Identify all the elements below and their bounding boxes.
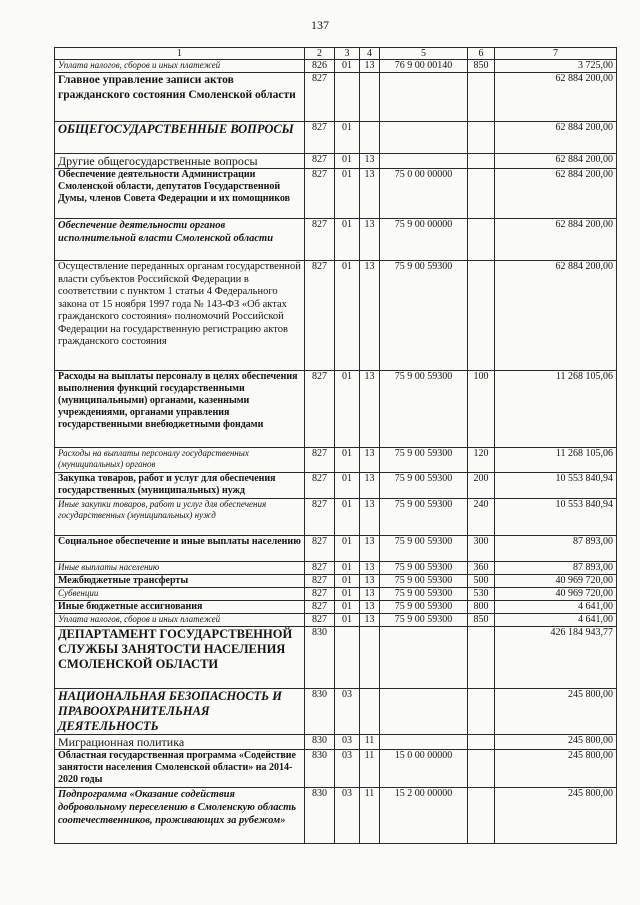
admin-code-cell: 830 [305,750,335,788]
table-row [55,536,617,562]
admin-code-cell: 827 [305,562,335,575]
admin-code-cell: 827 [305,499,335,536]
amount-cell: 3 725,00 [495,60,617,73]
amount-cell: 10 553 840,94 [495,499,617,536]
table-row [55,261,617,371]
target-article-cell: 75 9 00 59300 [380,448,468,473]
admin-code-cell: 830 [305,689,335,735]
admin-code-cell: 827 [305,448,335,473]
row-name-cell: Расходы на выплаты персоналу в целях обеспечения выполнения функций государственными (муниципальными) органами, казенными учреждениями, органами управления государственными внебюджетными фондами [55,371,305,448]
amount-cell: 245 800,00 [495,788,617,844]
row-name-cell: Другие общегосударственные вопросы [55,154,305,169]
subsection-cell [360,73,380,122]
target-article-cell [380,735,468,750]
admin-code-cell: 827 [305,219,335,261]
row-name-cell: Обеспечение деятельности Администрации Смоленской области, депутатов Государственной Думы, членов Совета Федерации и их помощников [55,169,305,219]
target-article-cell: 75 9 00 59300 [380,575,468,588]
section-cell [335,627,360,689]
section-cell: 01 [335,122,360,154]
target-article-cell [380,154,468,169]
table-row [55,562,617,575]
section-cell: 01 [335,536,360,562]
table-row [55,601,617,614]
amount-cell: 62 884 200,00 [495,154,617,169]
section-cell: 01 [335,499,360,536]
subsection-cell: 13 [360,614,380,627]
amount-cell: 245 800,00 [495,689,617,735]
amount-cell: 426 184 943,77 [495,627,617,689]
table-row [55,614,617,627]
admin-code-cell: 830 [305,735,335,750]
table-row [55,627,617,689]
subsection-cell [360,627,380,689]
table-row [55,448,617,473]
target-article-cell: 75 9 00 59300 [380,371,468,448]
section-cell: 01 [335,371,360,448]
admin-code-cell: 827 [305,575,335,588]
target-article-cell [380,627,468,689]
subsection-cell: 13 [360,261,380,371]
subsection-cell [360,689,380,735]
row-name-cell: Социальное обеспечение и иные выплаты населению [55,536,305,562]
subsection-cell: 13 [360,448,380,473]
section-cell: 01 [335,154,360,169]
expense-type-cell [468,122,495,154]
table-header-row [55,48,617,60]
amount-cell: 11 268 105,06 [495,448,617,473]
table-row [55,371,617,448]
table-row [55,735,617,750]
target-article-cell: 75 9 00 00000 [380,219,468,261]
admin-code-cell: 827 [305,73,335,122]
target-article-cell: 15 0 00 00000 [380,750,468,788]
admin-code-cell: 826 [305,60,335,73]
expense-type-cell [468,788,495,844]
expense-type-cell [468,627,495,689]
row-name-cell: Осуществление переданных органам государственной власти субъектов Российской Федерации в соответствии с пунктом 1 статьи 4 Федерального закона от 15 ноября 1997 года № 143-ФЗ «Об актах гражданского состояния» полномочий Российской Федерации на государственную регистрацию актов гражданского состояния [55,261,305,371]
target-article-cell: 75 9 00 59300 [380,261,468,371]
amount-cell: 4 641,00 [495,614,617,627]
section-cell: 03 [335,735,360,750]
amount-cell: 245 800,00 [495,750,617,788]
subsection-cell: 13 [360,219,380,261]
table-row [55,575,617,588]
table-row [55,169,617,219]
row-name-cell: Иные выплаты населению [55,562,305,575]
table-row [55,73,617,122]
section-cell: 03 [335,689,360,735]
admin-code-cell: 827 [305,169,335,219]
target-article-cell: 75 0 00 00000 [380,169,468,219]
row-name-cell: Расходы на выплаты персоналу государственных (муниципальных) органов [55,448,305,473]
amount-cell: 62 884 200,00 [495,261,617,371]
section-cell: 03 [335,750,360,788]
table-row [55,473,617,499]
admin-code-cell: 827 [305,614,335,627]
row-name-cell: Главное управление записи актов гражданского состояния Смоленской области [55,73,305,122]
section-cell: 01 [335,261,360,371]
table-row [55,788,617,844]
header-cell: 2 [305,48,335,60]
subsection-cell [360,122,380,154]
subsection-cell: 13 [360,601,380,614]
target-article-cell [380,689,468,735]
expense-type-cell: 300 [468,536,495,562]
admin-code-cell: 827 [305,154,335,169]
page-number: 137 [311,18,329,32]
subsection-cell: 13 [360,60,380,73]
expense-type-cell [468,219,495,261]
subsection-cell: 13 [360,473,380,499]
table-row [55,154,617,169]
amount-cell: 4 641,00 [495,601,617,614]
row-name-cell: ДЕПАРТАМЕНТ ГОСУДАРСТВЕННОЙ СЛУЖБЫ ЗАНЯТОСТИ НАСЕЛЕНИЯ СМОЛЕНСКОЙ ОБЛАСТИ [55,627,305,689]
row-name-cell: Миграционная политика [55,735,305,750]
target-article-cell: 75 9 00 59300 [380,473,468,499]
subsection-cell: 13 [360,169,380,219]
subsection-cell: 11 [360,735,380,750]
amount-cell: 62 884 200,00 [495,122,617,154]
row-name-cell: Обеспечение деятельности органов исполнительной власти Смоленской области [55,219,305,261]
target-article-cell [380,122,468,154]
expense-type-cell [468,735,495,750]
header-cell: 5 [380,48,468,60]
header-cell: 6 [468,48,495,60]
subsection-cell: 13 [360,575,380,588]
section-cell: 01 [335,219,360,261]
section-cell: 01 [335,448,360,473]
amount-cell: 10 553 840,94 [495,473,617,499]
expense-type-cell [468,261,495,371]
row-name-cell: НАЦИОНАЛЬНАЯ БЕЗОПАСНОСТЬ И ПРАВООХРАНИТЕЛЬНАЯ ДЕЯТЕЛЬНОСТЬ [55,689,305,735]
admin-code-cell: 827 [305,261,335,371]
amount-cell: 11 268 105,06 [495,371,617,448]
header-cell: 4 [360,48,380,60]
expense-type-cell [468,689,495,735]
table-row [55,60,617,73]
section-cell [335,73,360,122]
expense-type-cell [468,154,495,169]
amount-cell: 87 893,00 [495,562,617,575]
target-article-cell: 15 2 00 00000 [380,788,468,844]
expense-type-cell: 850 [468,614,495,627]
admin-code-cell: 830 [305,627,335,689]
row-name-cell: Закупка товаров, работ и услуг для обеспечения государственных (муниципальных) нужд [55,473,305,499]
table-row [55,750,617,788]
section-cell: 01 [335,473,360,499]
section-cell: 03 [335,788,360,844]
row-name-cell: Иные бюджетные ассигнования [55,601,305,614]
admin-code-cell: 827 [305,122,335,154]
expense-type-cell: 100 [468,371,495,448]
target-article-cell: 75 9 00 59300 [380,536,468,562]
target-article-cell: 75 9 00 59300 [380,562,468,575]
expense-type-cell: 200 [468,473,495,499]
target-article-cell: 75 9 00 59300 [380,601,468,614]
expense-type-cell: 120 [468,448,495,473]
table-row [55,689,617,735]
admin-code-cell: 827 [305,601,335,614]
subsection-cell: 11 [360,750,380,788]
expense-type-cell [468,750,495,788]
section-cell: 01 [335,601,360,614]
amount-cell: 62 884 200,00 [495,219,617,261]
target-article-cell [380,73,468,122]
section-cell: 01 [335,60,360,73]
header-cell: 7 [495,48,617,60]
section-cell: 01 [335,588,360,601]
target-article-cell: 75 9 00 59300 [380,499,468,536]
subsection-cell: 13 [360,371,380,448]
expense-type-cell: 500 [468,575,495,588]
amount-cell: 87 893,00 [495,536,617,562]
subsection-cell: 13 [360,562,380,575]
section-cell: 01 [335,575,360,588]
subsection-cell: 13 [360,154,380,169]
row-name-cell: Субвенции [55,588,305,601]
amount-cell: 40 969 720,00 [495,588,617,601]
row-name-cell: Областная государственная программа «Содействие занятости населения Смоленской области» на 2014-2020 годы [55,750,305,788]
admin-code-cell: 827 [305,588,335,601]
row-name-cell: Уплата налогов, сборов и иных платежей [55,614,305,627]
budget-table [54,47,617,844]
row-name-cell: Иные закупки товаров, работ и услуг для обеспечения государственных (муниципальных) нужд [55,499,305,536]
row-name-cell: Межбюджетные трансферты [55,575,305,588]
row-name-cell: Подпрограмма «Оказание содействия добровольному переселению в Смоленскую область соотечественников, проживающих за рубежом» [55,788,305,844]
expense-type-cell [468,73,495,122]
subsection-cell: 13 [360,588,380,601]
expense-type-cell [468,169,495,219]
row-name-cell: ОБЩЕГОСУДАРСТВЕННЫЕ ВОПРОСЫ [55,122,305,154]
expense-type-cell: 240 [468,499,495,536]
admin-code-cell: 827 [305,536,335,562]
admin-code-cell: 827 [305,371,335,448]
row-name-cell: Уплата налогов, сборов и иных платежей [55,60,305,73]
subsection-cell: 11 [360,788,380,844]
admin-code-cell: 830 [305,788,335,844]
amount-cell: 62 884 200,00 [495,73,617,122]
table-row [55,122,617,154]
admin-code-cell: 827 [305,473,335,499]
section-cell: 01 [335,614,360,627]
expense-type-cell: 360 [468,562,495,575]
header-cell: 1 [55,48,305,60]
target-article-cell: 75 9 00 59300 [380,614,468,627]
expense-type-cell: 850 [468,60,495,73]
amount-cell: 62 884 200,00 [495,169,617,219]
target-article-cell: 75 9 00 59300 [380,588,468,601]
subsection-cell: 13 [360,499,380,536]
table-row [55,219,617,261]
amount-cell: 40 969 720,00 [495,575,617,588]
table-row [55,499,617,536]
header-cell: 3 [335,48,360,60]
section-cell: 01 [335,169,360,219]
subsection-cell: 13 [360,536,380,562]
table-row [55,588,617,601]
section-cell: 01 [335,562,360,575]
target-article-cell: 76 9 00 00140 [380,60,468,73]
expense-type-cell: 530 [468,588,495,601]
expense-type-cell: 800 [468,601,495,614]
amount-cell: 245 800,00 [495,735,617,750]
